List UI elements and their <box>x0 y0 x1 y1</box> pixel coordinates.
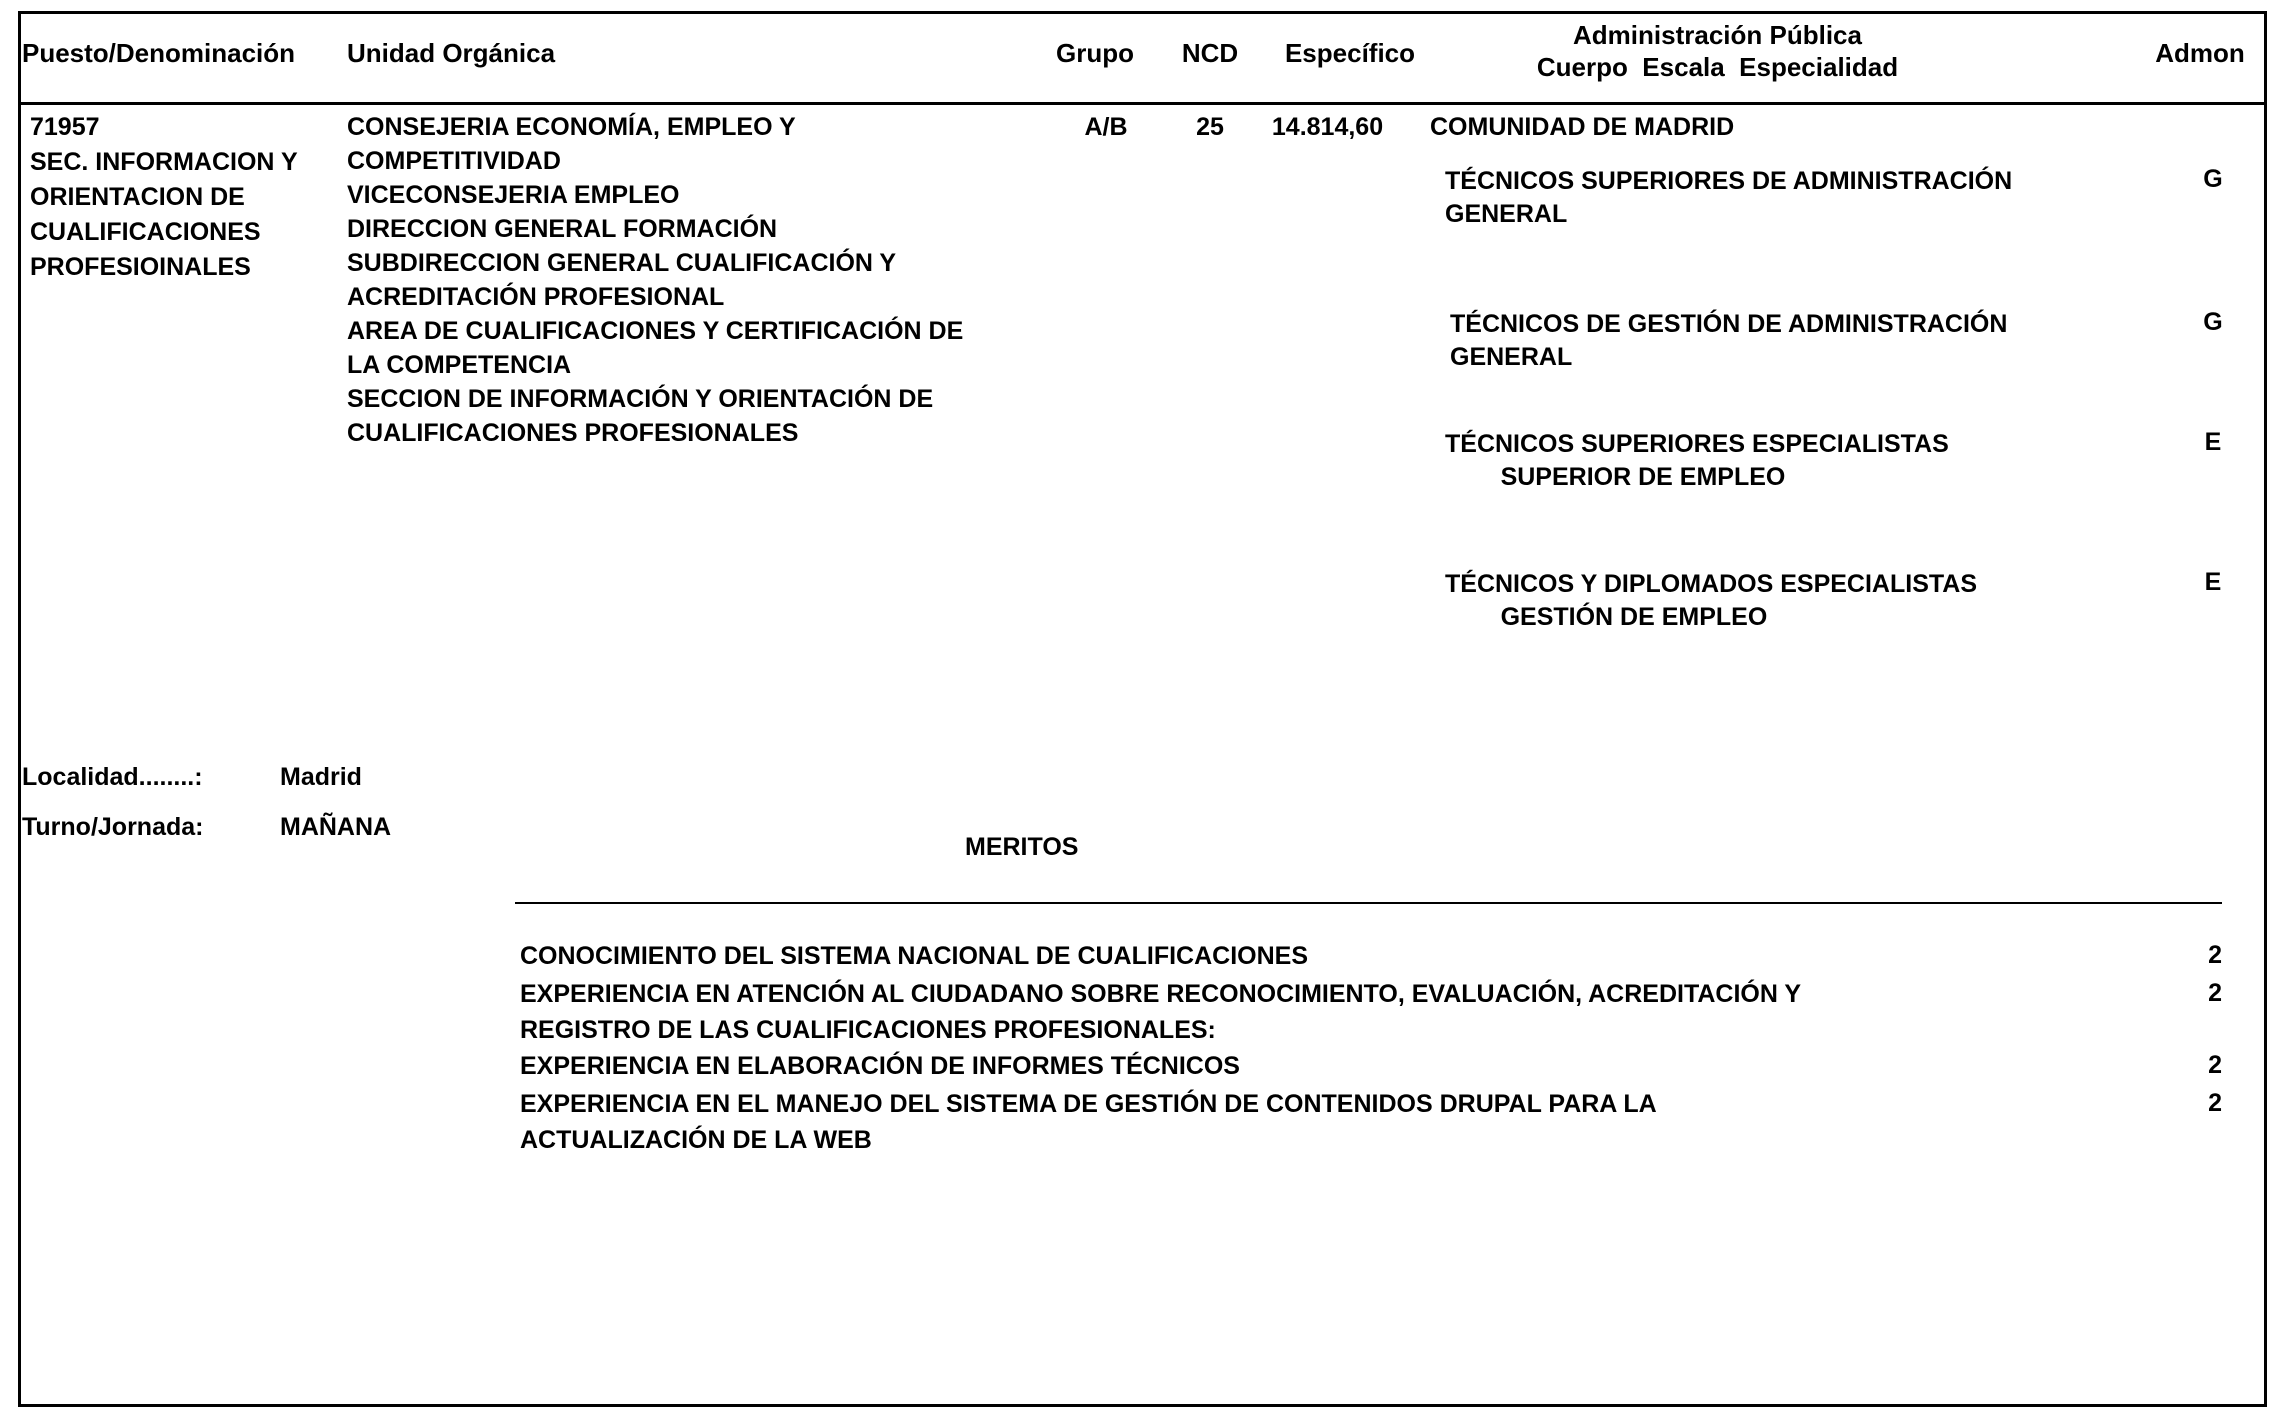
cuerpo-admon-value: G <box>2203 308 2223 336</box>
cuerpo-item: TÉCNICOS SUPERIORES DE ADMINISTRACIÓN GENERAL <box>1445 167 2013 228</box>
merit-item: EXPERIENCIA EN ELABORACIÓN DE INFORMES TÉCNICOS <box>520 1052 1240 1080</box>
column-header-especifico: Específico <box>1284 38 1416 68</box>
column-header-administracion-publica: Administración Pública <box>1573 20 1862 50</box>
localidad-value: Madrid <box>280 763 362 791</box>
cuerpo-admon-value: E <box>2204 568 2222 596</box>
column-header-grupo: Grupo <box>1056 38 1134 68</box>
column-header-puesto-denominacion: Puesto/Denominación <box>22 38 296 68</box>
turno-jornada-label: Turno/Jornada: <box>22 813 204 841</box>
merit-points-value: 2 <box>2208 1089 2222 1117</box>
meritos-title: MERITOS <box>965 833 1079 861</box>
cuerpo-item: TÉCNICOS DE GESTIÓN DE ADMINISTRACIÓN GENERAL <box>1450 310 2008 371</box>
puesto-denominacion-cell: 71957 SEC. INFORMACION Y ORIENTACION DE CUALIFICACIONES PROFESIOINALES <box>30 113 298 281</box>
merit-points-value: 2 <box>2208 1051 2222 1079</box>
grupo-value: A/B <box>1084 113 1128 141</box>
column-header-admon: Admon <box>2155 38 2245 68</box>
cuerpo-item: TÉCNICOS SUPERIORES ESPECIALISTAS SUPERIOR DE EMPLEO <box>1445 430 1949 491</box>
merit-points-value: 2 <box>2208 941 2222 969</box>
merit-item: EXPERIENCIA EN ATENCIÓN AL CIUDADANO SOBRE RECONOCIMIENTO, EVALUACIÓN, ACREDITACIÓN Y REGISTRO DE LAS CUALIFICACIONES PROFESIONALES: <box>520 980 1802 1044</box>
header-separator-line <box>18 102 2267 105</box>
merit-item: CONOCIMIENTO DEL SISTEMA NACIONAL DE CUALIFICACIONES <box>520 942 1309 970</box>
cuerpo-admon-value: G <box>2203 165 2223 193</box>
column-header-ncd: NCD <box>1181 38 1239 68</box>
cuerpo-item: TÉCNICOS Y DIPLOMADOS ESPECIALISTAS GESTIÓN DE EMPLEO <box>1445 570 1978 631</box>
ncd-value: 25 <box>1196 113 1224 141</box>
turno-jornada-value: MAÑANA <box>280 813 392 841</box>
especifico-value: 14.814,60 <box>1271 113 1384 141</box>
unidad-organica-cell: CONSEJERIA ECONOMÍA, EMPLEO Y COMPETITIVIDAD VICECONSEJERIA EMPLEO DIRECCION GENERAL FORMACIÓN SUBDIRECCION GENERAL CUALIFICACIÓN Y ACREDITACIÓN PROFESIONAL AREA DE CUALIFICACIONES Y CERTIFICACIÓN DE LA COMPETENCIA SECCION DE INFORMACIÓN Y ORIENTACIÓN DE CUALIFICACIONES PROFESIONALES <box>347 113 964 447</box>
merit-item: EXPERIENCIA EN EL MANEJO DEL SISTEMA DE GESTIÓN DE CONTENIDOS DRUPAL PARA LA ACTUALIZACIÓN DE LA WEB <box>520 1090 1657 1154</box>
column-header-unidad-organica: Unidad Orgánica <box>347 38 556 68</box>
column-header-cuerpo-escala-especialidad: Cuerpo Escala Especialidad <box>1536 52 1899 82</box>
localidad-label: Localidad........: <box>22 763 203 791</box>
meritos-rule-line <box>515 902 2222 904</box>
merit-points-value: 2 <box>2208 979 2222 1007</box>
cuerpo-admon-value: E <box>2204 428 2222 456</box>
administracion-publica-value: COMUNIDAD DE MADRID <box>1430 113 1735 141</box>
